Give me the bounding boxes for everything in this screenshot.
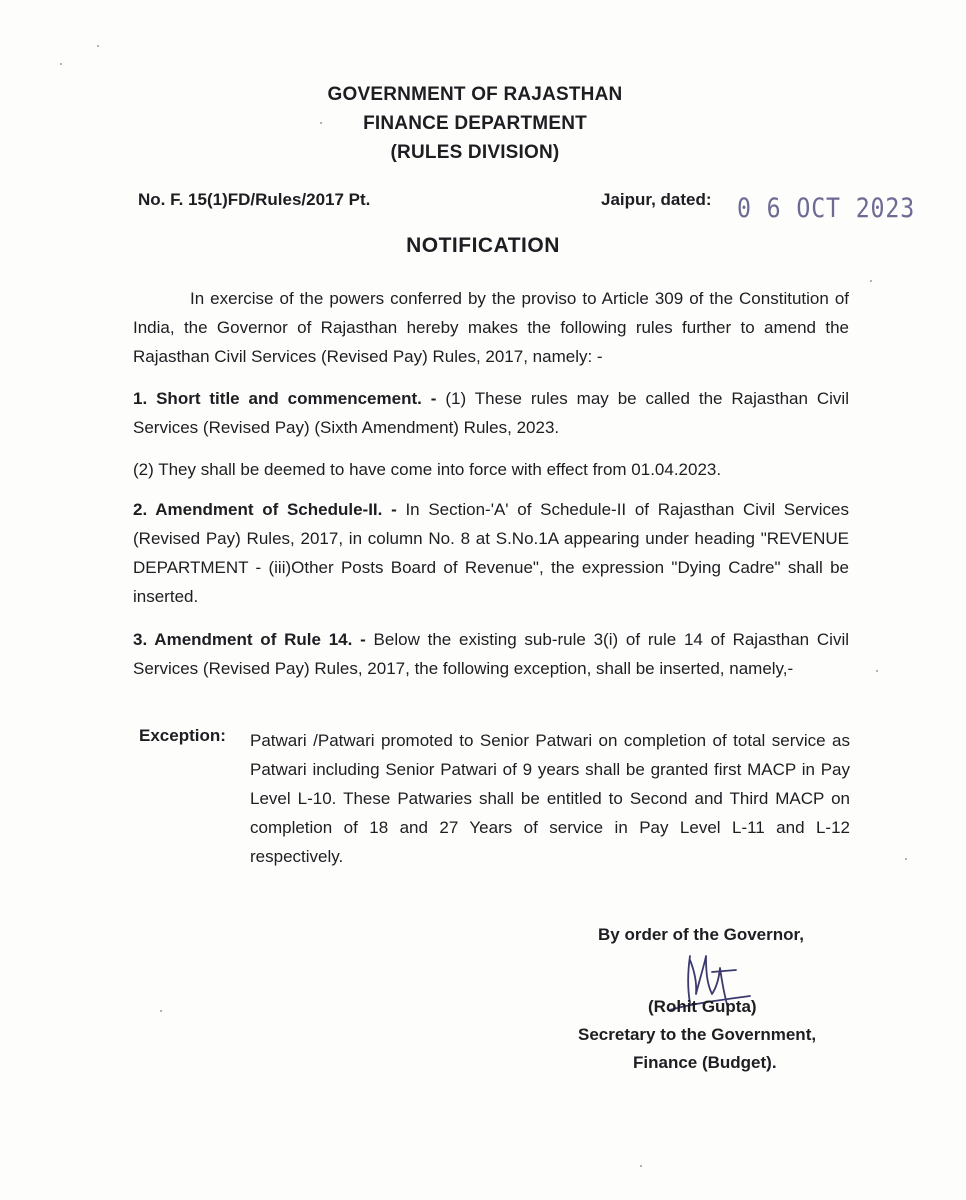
rule-2-paragraph [133,495,849,611]
header-government: GOVERNMENT OF RAJASTHAN [327,84,623,105]
paper-speck [905,858,907,860]
signatory-name: (Rohit Gupta) [648,997,757,1016]
date-label: Jaipur, dated: [601,190,712,209]
exception-text: Patwari /Patwari promoted to Senior Patwari on completion of total service as Patwari including Senior Patwari of 9 years shall be granted first MACP in Pay Level L-10. These Patwaries shall be entitled to Second and Third MACP on completion of 18 and 27 Years of service in Pay Level L-11 and L-12 respectively. [250,731,850,866]
rule-3-heading: 3. Amendment of Rule 14. - [133,630,366,649]
paper-speck [640,1165,642,1167]
paper-speck [160,1010,162,1012]
rule-1-paragraph [133,384,849,442]
rule-1-subclause-2: (2) They shall be deemed to have come into force with effect from 01.04.2023. [133,460,722,479]
rule-1-text: (1) These rules may be called the Rajasthan Civil Services (Revised Pay) (Sixth Amendment) Rules, 2023. [133,389,849,437]
paper-speck [60,63,62,65]
paper-speck [320,122,322,124]
intro-paragraph: In exercise of the powers conferred by the proviso to Article 309 of the Constitution of India, the Governor of Rajasthan hereby makes the following rules further to amend the Rajasthan Civil Services (Revised Pay) Rules, 2017, namely: - [133,289,849,366]
rule-2-text: In Section-'A' of Schedule-II of Rajasthan Civil Services (Revised Pay) Rules, 2017, in column No. 8 at S.No.1A appearing under heading "REVENUE DEPARTMENT - (iii)Other Posts Board of Revenue", the expression "Dying Cadre" shall be inserted. [133,500,849,606]
paper-speck [876,670,878,672]
paper-speck [870,280,872,282]
paper-speck [97,45,99,47]
exception-label: Exception: [139,726,226,745]
header-division: (RULES DIVISION) [390,142,560,163]
signatory-department: Finance (Budget). [633,1053,777,1072]
rule-3-text: Below the existing sub-rule 3(i) of rule 14 of Rajasthan Civil Services (Revised Pay) Rules, 2017, the following exception, shall be inserted, namely,- [133,630,849,678]
rule-3-paragraph [133,625,849,683]
date-stamp: 0 6 OCT 2023 [737,193,916,224]
rule-1-heading: 1. Short title and commencement. - [133,389,437,408]
signatory-designation: Secretary to the Government, [578,1025,817,1044]
notification-title: NOTIFICATION [406,234,560,257]
header-department: FINANCE DEPARTMENT [363,113,587,134]
by-order-line: By order of the Governor, [598,925,804,944]
reference-number: No. F. 15(1)FD/Rules/2017 Pt. [138,190,371,209]
rule-2-heading: 2. Amendment of Schedule-II. - [133,500,397,519]
